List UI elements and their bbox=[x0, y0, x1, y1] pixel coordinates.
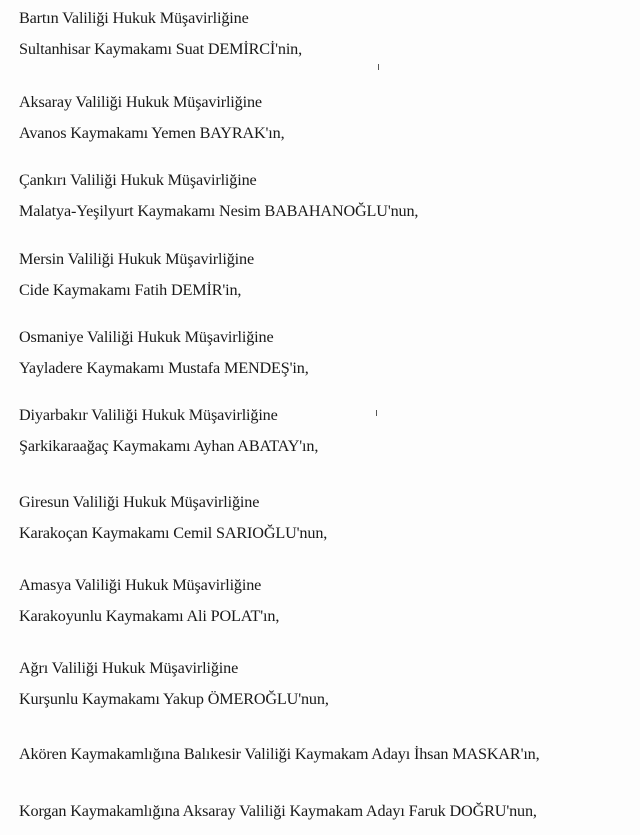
appointment-entry-7 bbox=[19, 492, 619, 543]
scan-speck bbox=[378, 64, 379, 70]
entry-office-line: Diyarbakır Valiliği Hukuk Müşavirliğine bbox=[19, 406, 278, 424]
appointment-entry-2 bbox=[19, 92, 619, 143]
candidate-line: Akören Kaymakamlığına Balıkesir Valiliği Kaymakam Adayı İhsan MASKAR'ın, bbox=[19, 745, 540, 763]
entry-person-line: Yayladere Kaymakamı Mustafa MENDEŞ'in, bbox=[19, 359, 309, 377]
appointment-entry-8 bbox=[19, 575, 619, 626]
appointment-entry-1 bbox=[19, 8, 619, 59]
entry-office-line: Amasya Valiliği Hukuk Müşavirliğine bbox=[19, 576, 262, 594]
entry-office-line: Bartın Valiliği Hukuk Müşavirliğine bbox=[19, 9, 249, 27]
scan-speck bbox=[376, 410, 377, 416]
appointment-entry-9 bbox=[19, 658, 619, 709]
appointment-entry-3 bbox=[19, 170, 619, 221]
appointment-entry-5 bbox=[19, 327, 619, 378]
entry-person-line: Karakoçan Kaymakamı Cemil SARIOĞLU'nun, bbox=[19, 524, 328, 542]
entry-person-line: Karakoyunlu Kaymakamı Ali POLAT'ın, bbox=[19, 607, 280, 625]
entry-person-line: Cide Kaymakamı Fatih DEMİR'in, bbox=[19, 281, 242, 299]
appointment-entry-6 bbox=[19, 405, 619, 456]
entry-office-line: Giresun Valiliği Hukuk Müşavirliğine bbox=[19, 493, 260, 511]
candidate-line: Korgan Kaymakamlığına Aksaray Valiliği Kaymakam Adayı Faruk DOĞRU'nun, bbox=[19, 802, 537, 820]
candidate-entry-2 bbox=[19, 801, 619, 821]
entry-office-line: Ağrı Valiliği Hukuk Müşavirliğine bbox=[19, 659, 239, 677]
entry-person-line: Avanos Kaymakamı Yemen BAYRAK'ın, bbox=[19, 124, 285, 142]
entry-office-line: Aksaray Valiliği Hukuk Müşavirliğine bbox=[19, 93, 262, 111]
entry-person-line: Şarkikaraağaç Kaymakamı Ayhan ABATAY'ın, bbox=[19, 437, 319, 455]
entry-office-line: Osmaniye Valiliği Hukuk Müşavirliğine bbox=[19, 328, 274, 346]
entry-person-line: Malatya-Yeşilyurt Kaymakamı Nesim BABAHANOĞLU'nun, bbox=[19, 202, 419, 220]
appointment-entry-4 bbox=[19, 249, 619, 300]
entry-office-line: Çankırı Valiliği Hukuk Müşavirliğine bbox=[19, 171, 257, 189]
candidate-entry-1 bbox=[19, 744, 619, 764]
entry-office-line: Mersin Valiliği Hukuk Müşavirliğine bbox=[19, 250, 255, 268]
entry-person-line: Sultanhisar Kaymakamı Suat DEMİRCİ'nin, bbox=[19, 40, 303, 58]
entry-person-line: Kurşunlu Kaymakamı Yakup ÖMEROĞLU'nun, bbox=[19, 690, 329, 708]
